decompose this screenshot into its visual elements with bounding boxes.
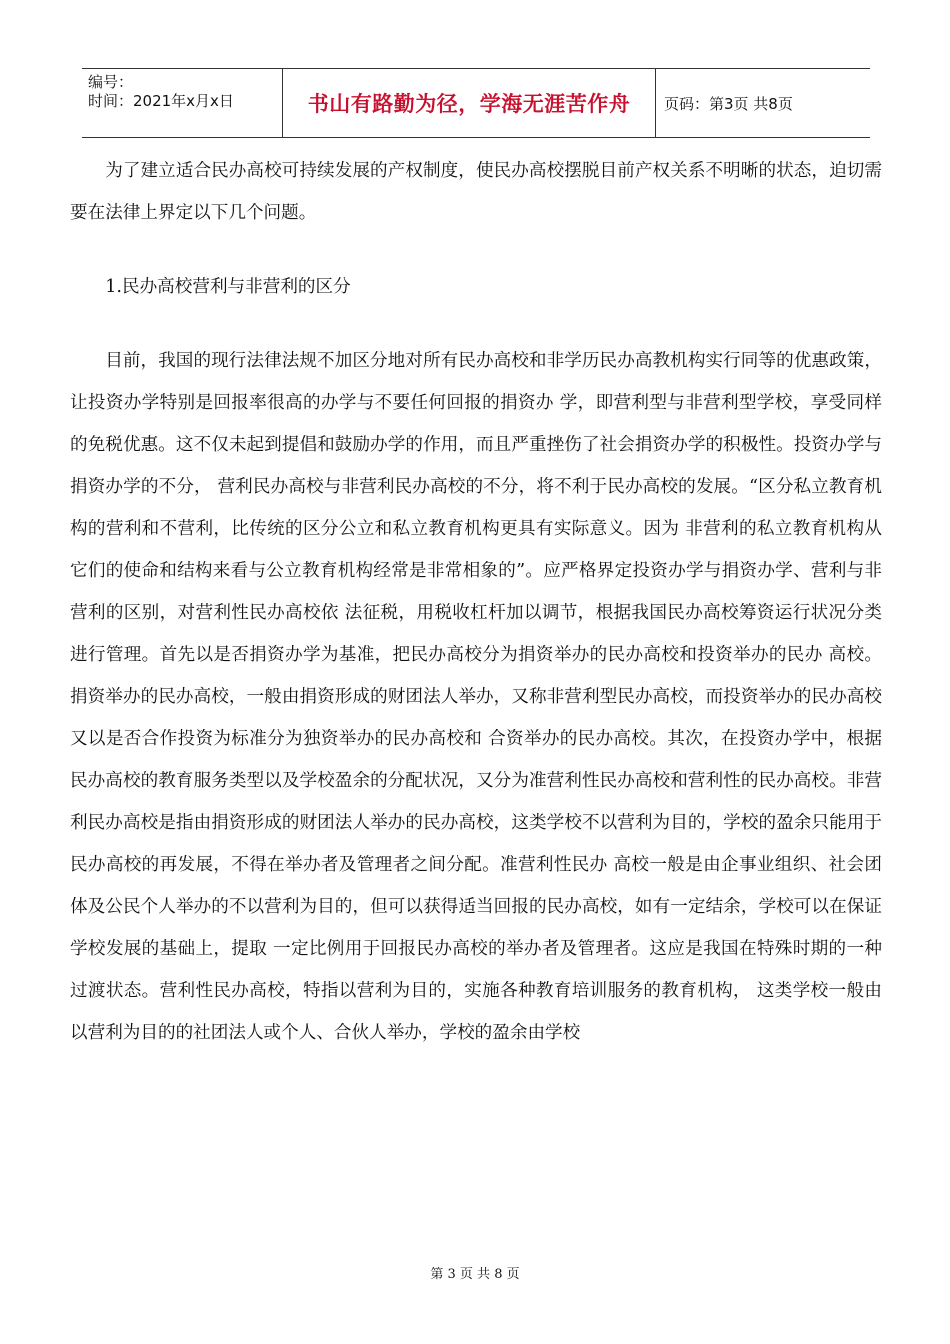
intro-paragraph: 为了建立适合民办高校可持续发展的产权制度，使民办高校摆脱目前产权关系不明晰的状态，迫切需要在法律上界定以下几个问题。 xyxy=(70,161,882,223)
header-motto: 书山有路勤为径，学海无涯苦作舟 xyxy=(283,69,656,137)
document-body xyxy=(70,150,882,1054)
header-meta xyxy=(82,69,283,137)
page-footer: 第 3 页 共 8 页 xyxy=(430,1267,520,1282)
serial-label: 编号： xyxy=(88,73,134,91)
body-paragraph: 目前，我国的现行法律法规不加区分地对所有民办高校和非学历民办高教机构实行同等的优惠政策，让投资办学特别是回报率很高的办学与不要任何回报的捐资办 学，即营利型与非营利型学校，享受同样的免税优惠。这不仅未起到提倡和鼓励办学的作用，而且严重挫伤了社会捐资办学的积极性。投资办学与捐资办学的不分， 营利民办高校与非营利民办高校的不分，将不利于民办高校的发展。“区分私立教育机构的营利和不营利，比传统的区分公立和私立教育机构更具有实际意义。因为 非营利的私立教育机构从它们的使命和结构来看与公立教育机构经常是非常相象的”。应严格界定投资办学与捐资办学、营利与非营利的区别，对营利性民办高校依 法征税，用税收杠杆加以调节，根据我国民办高校筹资运行状况分类进行管理。首先以是否捐资办学为基准，把民办高校分为捐资举办的民办高校和投资举办的民办 高校。捐资举办的民办高校，一般由捐资形成的财团法人举办，又称非营利型民办高校，而投资举办的民办高校又以是否合作投资为标准分为独资举办的民办高校和 合资举办的民办高校。其次，在投资办学中，根据民办高校的教育服务类型以及学校盈余的分配状况，又分为准营利性民办高校和营利性的民办高校。非营利民办高校是指由捐资形成的财团法人举办的民办高校，这类学校不以营利为目的，学校的盈余只能用于民办高校的再发展，不得在举办者及管理者之间分配。准营利性民办 高校一般是由企事业组织、社会团体及公民个人举办的不以营利为目的，但可以获得适当回报的民办高校，如有一定结余，学校可以在保证学校发展的基础上，提取 一定比例用于回报民办高校的举办者及管理者。这应是我国在特殊时期的一种过渡状态。营利性民办高校，特指以营利为目的，实施各种教育培训服务的教育机构， 这类学校一般由以营利为目的的社团法人或个人、合伙人举办，学校的盈余由学校 xyxy=(70,351,882,1043)
date-label: 时间：2021年x月x日 xyxy=(88,92,234,110)
header-page-label: 页码：第3页 共8页 xyxy=(664,94,793,113)
document-header xyxy=(82,68,870,138)
section-heading: 1.民办高校营利与非营利的区分 xyxy=(105,277,351,297)
